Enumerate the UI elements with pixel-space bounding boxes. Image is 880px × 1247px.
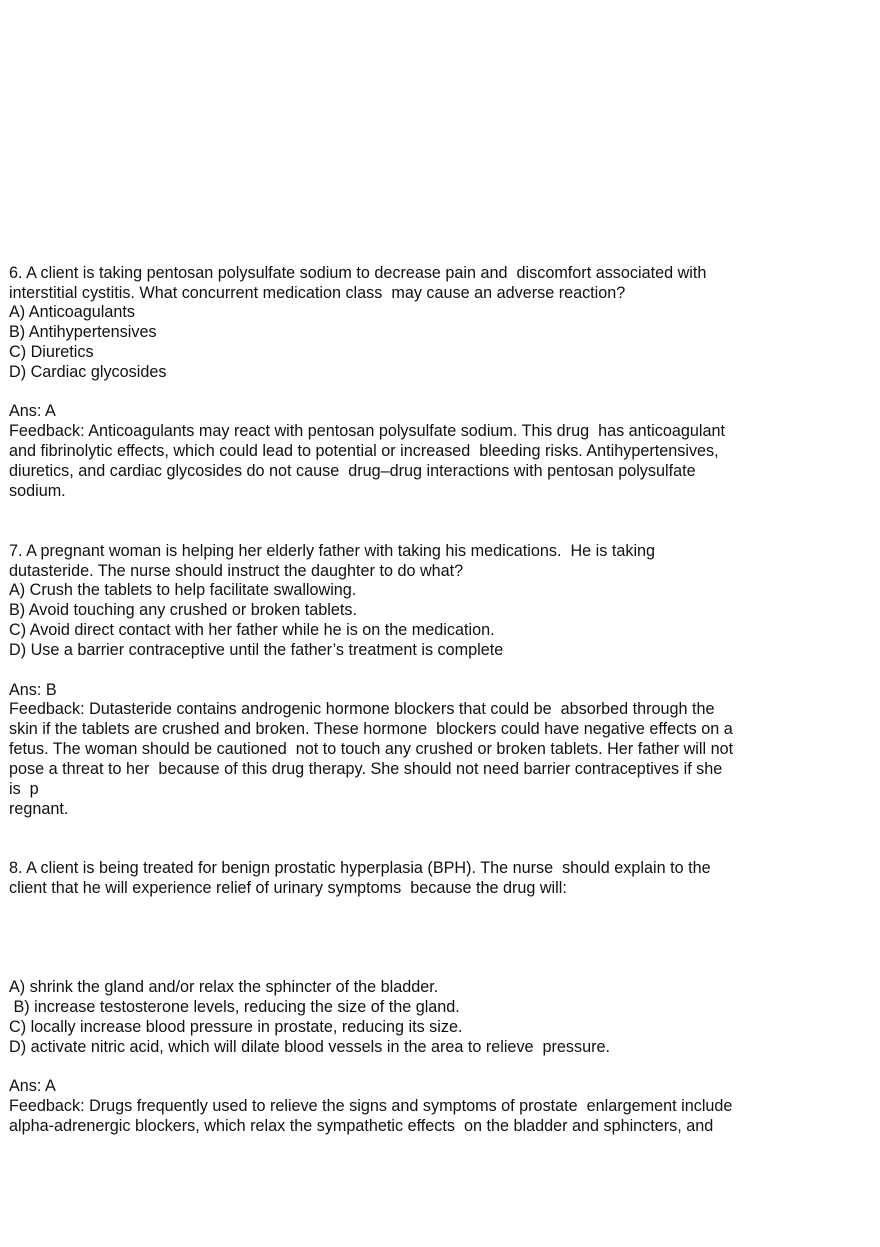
question-7-stem	[9, 541, 869, 581]
feedback-line: skin if the tablets are crushed and broken. These hormone blockers could have negative effects on a	[9, 720, 733, 738]
option-a: A) Anticoagulants	[9, 303, 135, 321]
question-stem-line: 8. A client is being treated for benign prostatic hyperplasia (BPH). The nurse should explain to the	[9, 859, 711, 877]
feedback-line: diuretics, and cardiac glycosides do not cause drug–drug interactions with pentosan polysulfate	[9, 462, 696, 480]
feedback-line: fetus. The woman should be cautioned not to touch any crushed or broken tablets. Her father will not	[9, 740, 734, 758]
question-6-answer	[9, 401, 869, 421]
feedback-line: pose a threat to her because of this drug therapy. She should not need barrier contraceptives if she	[9, 760, 723, 778]
answer-label: Ans: B	[9, 681, 57, 699]
answer-label: Ans: A	[9, 402, 56, 420]
option-b: B) increase testosterone levels, reducing the size of the gland.	[9, 998, 460, 1016]
question-stem-line: client that he will experience relief of urinary symptoms because the drug will:	[9, 879, 567, 897]
feedback-line: sodium.	[9, 482, 66, 500]
question-7-feedback	[9, 699, 869, 819]
question-stem-line: 6. A client is taking pentosan polysulfate sodium to decrease pain and discomfort associated with	[9, 264, 707, 282]
option-b: B) Antihypertensives	[9, 323, 157, 341]
answer-label: Ans: A	[9, 1077, 56, 1095]
question-stem-line: interstitial cystitis. What concurrent medication class may cause an adverse reaction?	[9, 284, 626, 302]
option-d: D) Use a barrier contraceptive until the father’s treatment is complete	[9, 641, 504, 659]
option-d: D) Cardiac glycosides	[9, 363, 167, 381]
question-7-answer	[9, 680, 869, 700]
question-8-answer	[9, 1076, 869, 1096]
feedback-line: Feedback: Dutasteride contains androgenic hormone blockers that could be absorbed through the	[9, 700, 715, 718]
option-a: A) shrink the gland and/or relax the sphincter of the bladder.	[9, 978, 439, 996]
feedback-line: is p	[9, 780, 39, 798]
question-6-feedback	[9, 421, 869, 501]
option-d: D) activate nitric acid, which will dilate blood vessels in the area to relieve pressure.	[9, 1038, 611, 1056]
question-stem-line: 7. A pregnant woman is helping her elderly father with taking his medications. He is taking	[9, 542, 656, 560]
feedback-line: alpha-adrenergic blockers, which relax the sympathetic effects on the bladder and sphincters, and	[9, 1117, 714, 1135]
option-c: C) Diuretics	[9, 343, 94, 361]
feedback-line: regnant.	[9, 800, 69, 818]
option-c: C) Avoid direct contact with her father while he is on the medication.	[9, 621, 495, 639]
question-8-stem	[9, 858, 869, 898]
feedback-line: and fibrinolytic effects, which could lead to potential or increased bleeding risks. Antihypertensives,	[9, 442, 719, 460]
question-8-feedback	[9, 1096, 869, 1136]
option-a: A) Crush the tablets to help facilitate swallowing.	[9, 581, 357, 599]
feedback-line: Feedback: Drugs frequently used to relieve the signs and symptoms of prostate enlargement include	[9, 1097, 733, 1115]
question-stem-line: dutasteride. The nurse should instruct the daughter to do what?	[9, 562, 464, 580]
question-8-options	[9, 977, 869, 1057]
feedback-line: Feedback: Anticoagulants may react with pentosan polysulfate sodium. This drug has anticoagulant	[9, 422, 725, 440]
question-6-options	[9, 302, 869, 382]
question-6-stem	[9, 263, 869, 303]
question-7-options	[9, 580, 869, 660]
option-c: C) locally increase blood pressure in prostate, reducing its size.	[9, 1018, 463, 1036]
option-b: B) Avoid touching any crushed or broken tablets.	[9, 601, 357, 619]
